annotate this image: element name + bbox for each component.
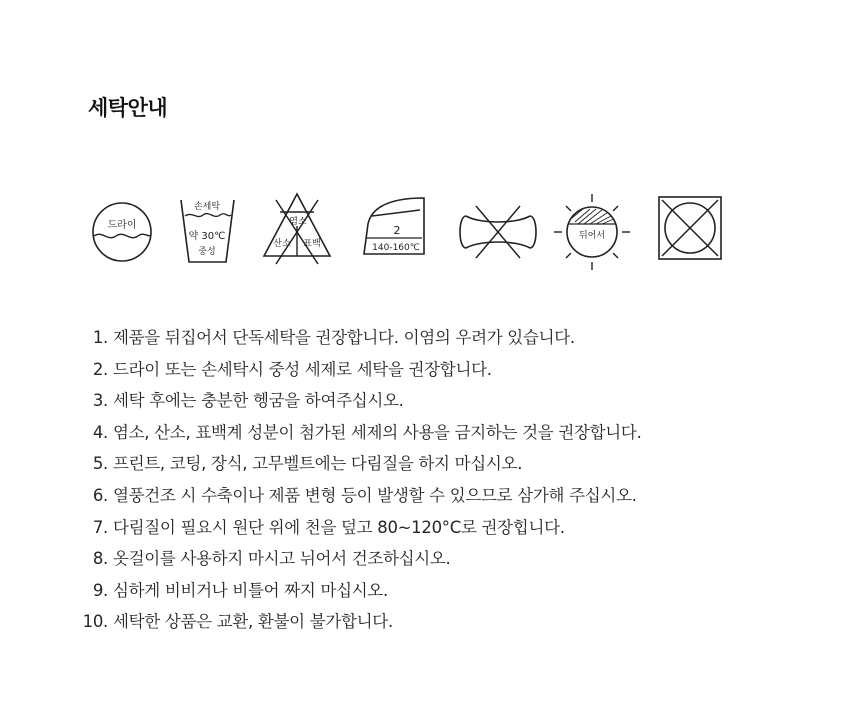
item-text: 프린트, 코팅, 장식, 고무벨트에는 다림질을 하지 마십시오. — [113, 454, 523, 474]
hand-wash-temp-label: 약 30℃ — [188, 231, 226, 242]
item-number: 4. — [92, 422, 108, 442]
iron-level: 2 — [393, 224, 401, 237]
item-number: 5. — [92, 454, 108, 474]
care-instructions-list — [78, 322, 642, 638]
item-number: 1. — [92, 328, 108, 347]
list-item — [78, 322, 642, 354]
item-number: 7. — [92, 517, 108, 537]
no-bleach-left-label: 산소 — [273, 239, 291, 249]
item-text: 제품을 뒤집어서 단독세탁을 권장합니다. 이염의 우려가 있습니다. — [113, 328, 575, 347]
item-number: 9. — [92, 580, 108, 600]
care-icons-row — [0, 188, 860, 278]
hang-dry-icon — [554, 194, 630, 270]
no-tumble-dry-icon — [659, 197, 721, 259]
no-wring-icon — [460, 206, 536, 258]
item-text: 세탁한 상품은 교환, 환불이 불가합니다. — [113, 612, 393, 632]
list-item — [78, 448, 642, 480]
hand-wash-top-label: 손세탁 — [193, 202, 221, 212]
item-number: 8. — [92, 549, 108, 569]
iron-icon — [364, 198, 424, 254]
item-number: 3. — [92, 391, 108, 411]
iron-temp-range: 140-160℃ — [372, 243, 420, 253]
list-item — [78, 417, 642, 449]
page-title: 세탁안내 — [88, 96, 168, 120]
no-bleach-icon — [264, 194, 330, 264]
item-number: 10. — [82, 612, 108, 632]
item-text: 옷걸이를 사용하지 마시고 뉘어서 건조하십시오. — [113, 549, 451, 569]
hand-wash-bottom-label: 중성 — [198, 247, 216, 257]
list-item — [78, 354, 642, 386]
list-item — [78, 575, 642, 607]
list-item — [78, 543, 642, 575]
item-text: 세탁 후에는 충분한 헹굼을 하여주십시오. — [113, 391, 404, 411]
hand-wash-icon — [181, 200, 234, 262]
list-item — [78, 606, 642, 638]
dry-clean-icon — [93, 203, 151, 261]
item-text: 염소, 산소, 표백계 성분이 첨가된 세제의 사용을 금지하는 것을 권장합니다. — [113, 422, 642, 442]
list-item — [78, 512, 642, 544]
item-text: 열풍건조 시 수축이나 제품 변형 등이 발생할 수 있으므로 삼가해 주십시오. — [113, 485, 637, 505]
list-item — [78, 385, 642, 417]
item-text: 심하게 비비거나 비틀어 짜지 마십시오. — [113, 580, 388, 600]
item-number: 6. — [92, 485, 108, 505]
item-text: 드라이 또는 손세탁시 중성 세제로 세탁을 권장합니다. — [113, 359, 492, 379]
no-bleach-top-label: 염소 — [289, 217, 307, 227]
item-text: 다림질이 필요시 원단 위에 천을 덮고 80~120°C로 권장힙니다. — [113, 517, 565, 537]
dry-clean-label: 드라이 — [107, 220, 137, 231]
item-number: 2. — [92, 359, 108, 379]
hang-dry-label: 뒤어서 — [578, 231, 606, 241]
no-bleach-right-label: 표백 — [303, 239, 321, 249]
list-item — [78, 480, 642, 512]
